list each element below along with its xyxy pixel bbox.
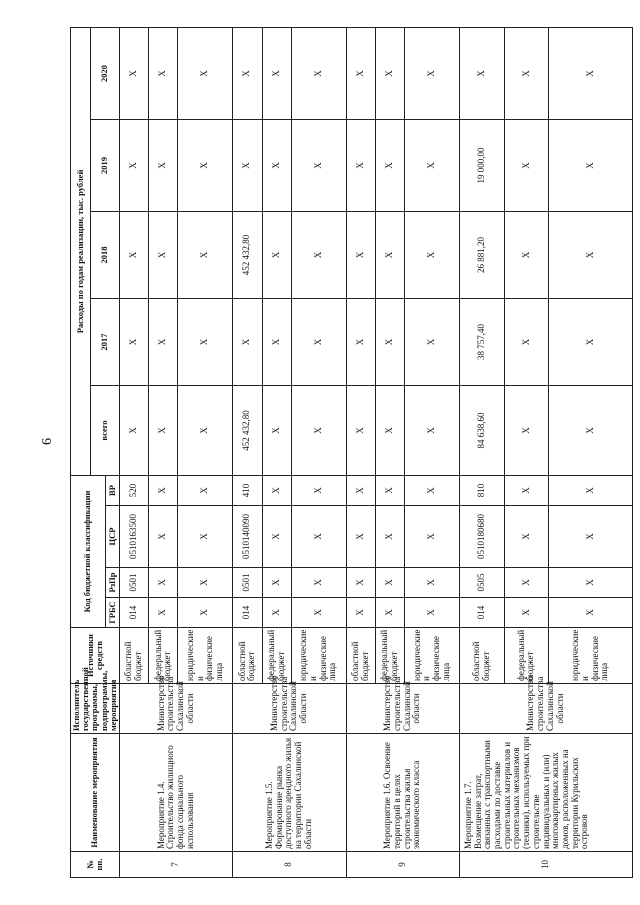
csr: 0510163500 <box>119 506 148 568</box>
source: областной бюджет <box>346 628 375 684</box>
vr: X <box>149 476 178 506</box>
value-2018: X <box>291 212 346 299</box>
table-row <box>233 27 262 877</box>
value-2019: X <box>346 120 375 212</box>
value-2019: X <box>119 120 148 212</box>
rzpr: X <box>375 568 404 598</box>
value-2019: X <box>262 120 291 212</box>
table-row <box>459 27 504 877</box>
csr: X <box>149 506 178 568</box>
rzpr: X <box>504 568 549 598</box>
value-2018: X <box>504 212 549 299</box>
value-2017: X <box>346 299 375 386</box>
vr: 810 <box>459 476 504 506</box>
value-2020: X <box>459 27 504 119</box>
table-row <box>346 27 375 877</box>
source: областной бюджет <box>119 628 148 684</box>
source: юридические и физические лица <box>178 628 233 684</box>
executor: Министерство строительства Сахалинской области <box>233 684 346 734</box>
csr: X <box>291 506 346 568</box>
measure-name: Мероприятие 1.4. Строительство жилищного фонда социального использования <box>119 734 232 852</box>
value-2019: X <box>405 120 460 212</box>
total: X <box>346 386 375 476</box>
header-rzpr: РзПр <box>105 568 119 598</box>
header-grbs: ГРБС <box>105 598 119 628</box>
header-2018: 2018 <box>91 212 120 299</box>
row-num: 7 <box>119 852 232 878</box>
value-2018: 452 432,80 <box>233 212 262 299</box>
grbs: X <box>504 598 549 628</box>
value-2020: X <box>233 27 262 119</box>
total: 452 432,80 <box>233 386 262 476</box>
value-2020: X <box>375 27 404 119</box>
budget-table <box>70 27 633 878</box>
value-2020: X <box>149 27 178 119</box>
total: 84 638,60 <box>459 386 504 476</box>
value-2018: X <box>178 212 233 299</box>
csr: X <box>346 506 375 568</box>
total: X <box>291 386 346 476</box>
value-2017: X <box>375 299 404 386</box>
executor: Министерство строительства Сахалинской области <box>119 684 232 734</box>
page-number: 6 <box>40 438 55 445</box>
value-2020: X <box>549 27 633 119</box>
row-num: 10 <box>459 852 632 878</box>
header-2017: 2017 <box>91 299 120 386</box>
measure-name: Мероприятие 1.6. Освоение территорий в целях строительства жилья экономического класса <box>346 734 459 852</box>
rzpr: X <box>346 568 375 598</box>
value-2018: X <box>119 212 148 299</box>
header-source: Источники средств <box>71 628 120 684</box>
value-2018: X <box>375 212 404 299</box>
measure-name: Мероприятие 1.5. Формирование рынка доступного арендного жилья на территории Сахалинской области <box>233 734 346 852</box>
header-budget-code: Код бюджетной классификации <box>71 476 106 628</box>
source: юридические и физические лица <box>291 628 346 684</box>
rzpr: 0501 <box>119 568 148 598</box>
value-2018: X <box>149 212 178 299</box>
csr: X <box>504 506 549 568</box>
vr: X <box>178 476 233 506</box>
source: федеральный бюджет <box>375 628 404 684</box>
value-2019: X <box>233 120 262 212</box>
value-2017: 38 757,40 <box>459 299 504 386</box>
total: X <box>504 386 549 476</box>
total: X <box>549 386 633 476</box>
value-2017: X <box>504 299 549 386</box>
value-2020: X <box>178 27 233 119</box>
vr: 410 <box>233 476 262 506</box>
rzpr: X <box>178 568 233 598</box>
value-2018: 26 881,20 <box>459 212 504 299</box>
vr: X <box>291 476 346 506</box>
vr: X <box>405 476 460 506</box>
value-2020: X <box>291 27 346 119</box>
value-2020: X <box>504 27 549 119</box>
total: X <box>262 386 291 476</box>
value-2018: X <box>549 212 633 299</box>
rzpr: 0501 <box>233 568 262 598</box>
total: X <box>405 386 460 476</box>
grbs: X <box>405 598 460 628</box>
csr: 0510180680 <box>459 506 504 568</box>
measure-name: Мероприятие 1.7. Возмещение затрат, связанных с транспортными расходами по доставке строительных материалов и строительных механизмов (техники), используемых при строительстве индивидуальных и (или) многоквартирных жилых домов, расположенных на территории Курильских островов <box>459 734 632 852</box>
rzpr: X <box>549 568 633 598</box>
source: федеральный бюджет <box>262 628 291 684</box>
grbs: 014 <box>233 598 262 628</box>
value-2019: 19 000,00 <box>459 120 504 212</box>
rzpr: 0505 <box>459 568 504 598</box>
value-2019: X <box>549 120 633 212</box>
grbs: 014 <box>119 598 148 628</box>
rzpr: X <box>149 568 178 598</box>
grbs: X <box>178 598 233 628</box>
source: областной бюджет <box>459 628 504 684</box>
vr: 520 <box>119 476 148 506</box>
grbs: X <box>346 598 375 628</box>
value-2017: X <box>178 299 233 386</box>
value-2019: X <box>375 120 404 212</box>
rzpr: X <box>291 568 346 598</box>
executor: Министерство строительства Сахалинской области <box>346 684 459 734</box>
source: федеральный бюджет <box>504 628 549 684</box>
value-2018: X <box>405 212 460 299</box>
value-2017: X <box>262 299 291 386</box>
row-num: 9 <box>346 852 459 878</box>
header-vr: ВР <box>105 476 119 506</box>
csr: X <box>549 506 633 568</box>
value-2019: X <box>178 120 233 212</box>
value-2017: X <box>291 299 346 386</box>
rzpr: X <box>262 568 291 598</box>
value-2020: X <box>346 27 375 119</box>
rzpr: X <box>405 568 460 598</box>
grbs: X <box>549 598 633 628</box>
grbs: X <box>262 598 291 628</box>
source: областной бюджет <box>233 628 262 684</box>
value-2017: X <box>233 299 262 386</box>
value-2020: X <box>262 27 291 119</box>
csr: X <box>405 506 460 568</box>
vr: X <box>504 476 549 506</box>
executor: Министерство строительства Сахалинской области <box>459 684 632 734</box>
vr: X <box>375 476 404 506</box>
vr: X <box>549 476 633 506</box>
value-2017: X <box>149 299 178 386</box>
value-2017: X <box>549 299 633 386</box>
value-2019: X <box>504 120 549 212</box>
source: юридические и физические лица <box>405 628 460 684</box>
vr: X <box>262 476 291 506</box>
grbs: X <box>375 598 404 628</box>
header-expenses: Расходы по годам реализации, тыс. рублей <box>71 27 91 475</box>
table-row <box>119 27 148 877</box>
header-2019: 2019 <box>91 120 120 212</box>
grbs: X <box>291 598 346 628</box>
total: X <box>149 386 178 476</box>
value-2017: X <box>119 299 148 386</box>
value-2018: X <box>262 212 291 299</box>
csr: 0510140090 <box>233 506 262 568</box>
csr: X <box>178 506 233 568</box>
total: X <box>119 386 148 476</box>
header-2020: 2020 <box>91 27 120 119</box>
value-2018: X <box>346 212 375 299</box>
vr: X <box>346 476 375 506</box>
value-2019: X <box>149 120 178 212</box>
total: X <box>375 386 404 476</box>
source: юридические и физические лица <box>549 628 633 684</box>
header-name: Наименование мероприятия <box>71 734 120 852</box>
grbs: 014 <box>459 598 504 628</box>
value-2020: X <box>119 27 148 119</box>
grbs: X <box>149 598 178 628</box>
value-2020: X <box>405 27 460 119</box>
row-num: 8 <box>233 852 346 878</box>
rotated-table-wrapper <box>70 28 630 878</box>
value-2017: X <box>405 299 460 386</box>
csr: X <box>375 506 404 568</box>
header-total: всего <box>91 386 120 476</box>
csr: X <box>262 506 291 568</box>
header-csr: ЦСР <box>105 506 119 568</box>
header-executor: Исполнитель государственной программы, подпрограммы, мероприятия <box>71 684 120 734</box>
total: X <box>178 386 233 476</box>
value-2019: X <box>291 120 346 212</box>
source: федеральный бюджет <box>149 628 178 684</box>
header-num: № пп. <box>71 852 120 878</box>
